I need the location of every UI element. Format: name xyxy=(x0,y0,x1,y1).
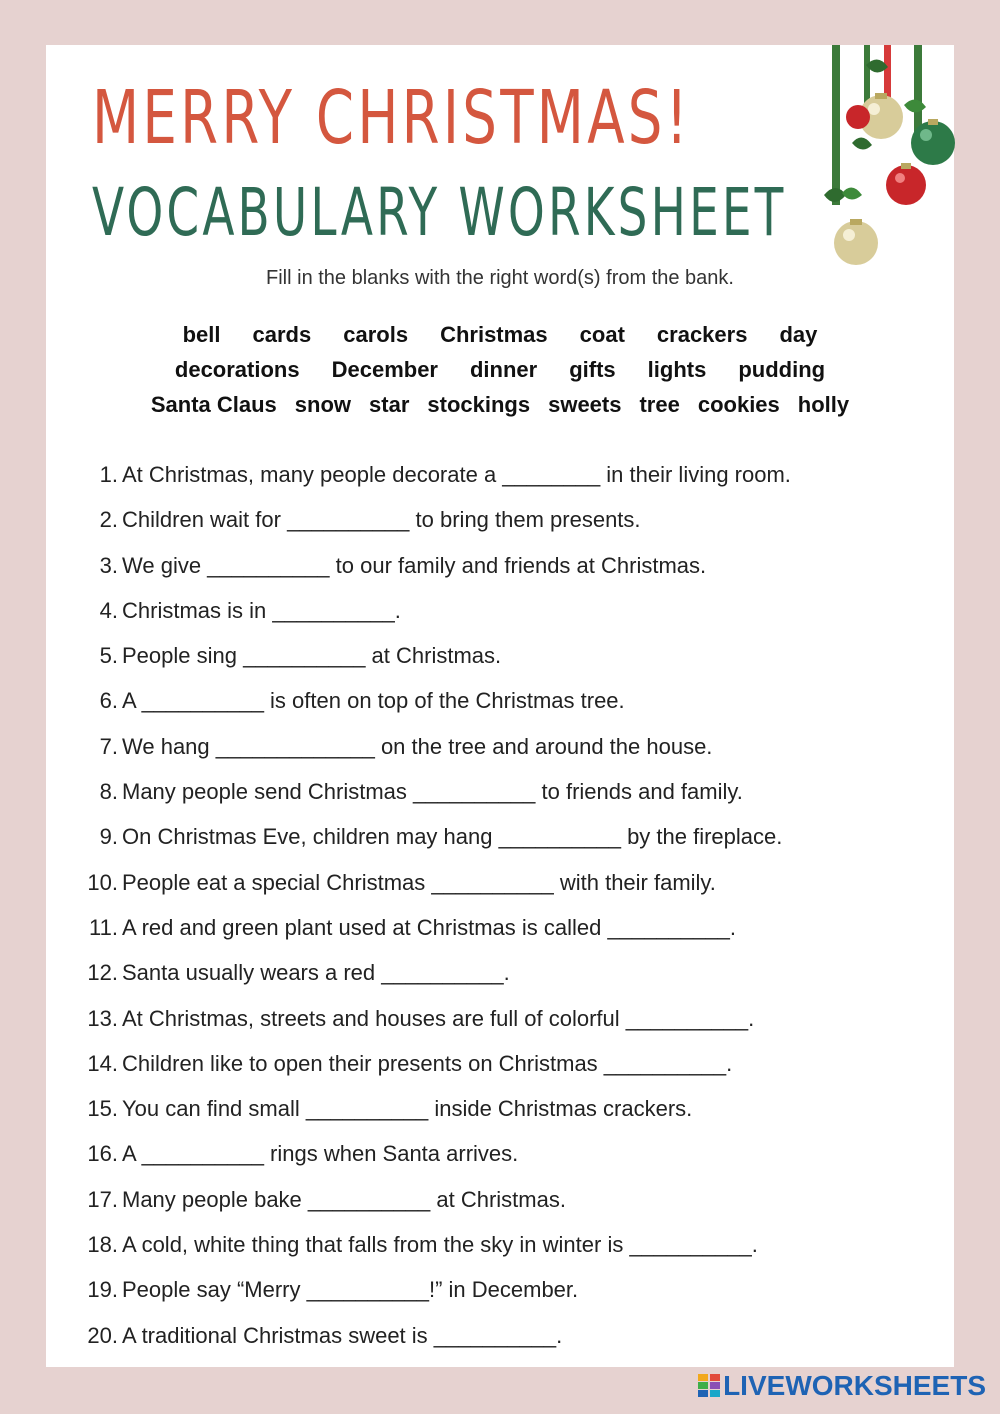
question-item xyxy=(76,950,946,995)
word-bank-item: decorations xyxy=(174,357,300,382)
christmas-ornaments-icon xyxy=(806,45,956,275)
word-bank-item: cookies xyxy=(697,392,780,417)
question-text: Children like to open their presents on Christmas __________. xyxy=(122,1050,733,1076)
question-text: Children wait for __________ to bring them presents. xyxy=(122,507,641,533)
question-text: Many people send Christmas __________ to friends and family. xyxy=(122,779,743,805)
word-bank xyxy=(46,317,954,422)
word-bank-item: tree xyxy=(639,392,680,417)
question-number: 7. xyxy=(99,733,118,759)
question-number: 15. xyxy=(87,1096,118,1122)
question-number: 11. xyxy=(89,914,118,940)
question-item xyxy=(76,497,946,542)
question-number: 12. xyxy=(87,960,118,986)
word-bank-item: December xyxy=(331,357,438,382)
question-text: People eat a special Christmas __________ with their family. xyxy=(122,869,716,895)
question-item xyxy=(76,905,946,950)
question-item xyxy=(76,1267,946,1312)
question-text: Santa usually wears a red __________. xyxy=(122,960,510,986)
liveworksheets-footer[interactable] xyxy=(697,1368,986,1404)
word-bank-item: carols xyxy=(343,322,409,347)
question-item xyxy=(76,633,946,678)
question-number: 4. xyxy=(99,597,118,623)
question-text: We give __________ to our family and friends at Christmas. xyxy=(122,552,707,578)
question-item xyxy=(76,588,946,633)
question-number: 17. xyxy=(87,1186,118,1212)
word-bank-item: cards xyxy=(252,322,312,347)
worksheet-page xyxy=(46,45,954,1367)
question-item xyxy=(76,678,946,723)
question-item xyxy=(76,452,946,497)
question-number: 19. xyxy=(87,1277,118,1303)
question-list xyxy=(76,452,946,1358)
question-item xyxy=(76,1313,946,1358)
question-number: 10. xyxy=(87,869,118,895)
word-bank-item: day xyxy=(779,322,818,347)
question-text: At Christmas, many people decorate a ________ in their living room. xyxy=(122,462,791,487)
word-bank-item: pudding xyxy=(738,357,826,382)
question-item xyxy=(76,1086,946,1131)
question-item xyxy=(76,724,946,769)
liveworksheets-logo-icon xyxy=(697,1372,721,1400)
word-bank-item: dinner xyxy=(469,357,538,382)
question-number: 9. xyxy=(99,824,118,850)
question-text: On Christmas Eve, children may hang __________ by the fireplace. xyxy=(122,824,783,850)
question-item xyxy=(76,860,946,905)
question-text: A __________ rings when Santa arrives. xyxy=(122,1141,519,1167)
word-bank-item: snow xyxy=(294,392,352,417)
page-title: MERRY CHRISTMAS! xyxy=(92,75,691,161)
question-item xyxy=(76,543,946,588)
footer-brand: LIVEWORKSHEETS xyxy=(723,1370,986,1401)
question-number: 3. xyxy=(99,552,118,578)
page-subtitle: VOCABULARY WORKSHEET xyxy=(92,174,787,251)
word-bank-row xyxy=(46,352,954,387)
question-text: A traditional Christmas sweet is __________. xyxy=(122,1322,563,1348)
instructions: Fill in the blanks with the right word(s) from the bank. xyxy=(266,267,734,289)
question-text: A cold, white thing that falls from the sky in winter is __________. xyxy=(122,1232,758,1258)
question-item xyxy=(76,1131,946,1176)
word-bank-row xyxy=(46,317,954,352)
question-number: 6. xyxy=(99,688,118,714)
question-text: You can find small __________ inside Christmas crackers. xyxy=(122,1096,693,1122)
question-text: Many people bake __________ at Christmas. xyxy=(122,1186,566,1212)
question-text: People say “Merry __________!” in December. xyxy=(122,1277,579,1303)
question-item xyxy=(76,1041,946,1086)
word-bank-item: bell xyxy=(182,322,221,347)
question-text: A __________ is often on top of the Christmas tree. xyxy=(122,688,625,714)
word-bank-item: sweets xyxy=(548,392,622,417)
word-bank-row xyxy=(46,387,954,422)
word-bank-item: lights xyxy=(647,357,707,382)
word-bank-item: gifts xyxy=(569,357,616,382)
question-item xyxy=(76,769,946,814)
question-number: 13. xyxy=(87,1005,118,1031)
word-bank-item: crackers xyxy=(656,322,748,347)
word-bank-item: coat xyxy=(579,322,625,347)
question-item xyxy=(76,814,946,859)
question-item xyxy=(76,996,946,1041)
question-number: 2. xyxy=(99,507,118,533)
question-number: 1. xyxy=(99,462,118,487)
question-text: A red and green plant used at Christmas is called __________. xyxy=(122,914,736,940)
question-number: 20. xyxy=(87,1322,118,1348)
question-number: 5. xyxy=(99,643,118,669)
question-number: 16. xyxy=(87,1141,118,1167)
question-number: 8. xyxy=(99,779,118,805)
question-number: 14. xyxy=(87,1050,118,1076)
word-bank-item: Santa Claus xyxy=(150,392,277,417)
question-number: 18. xyxy=(87,1232,118,1258)
question-item xyxy=(76,1177,946,1222)
question-item xyxy=(76,1222,946,1267)
question-text: Christmas is in __________. xyxy=(122,597,401,623)
word-bank-item: Christmas xyxy=(440,322,548,347)
question-text: At Christmas, streets and houses are full of colorful __________. xyxy=(122,1005,755,1031)
word-bank-item: holly xyxy=(797,392,850,417)
word-bank-item: star xyxy=(369,392,410,417)
question-text: We hang _____________ on the tree and around the house. xyxy=(122,733,713,759)
question-text: People sing __________ at Christmas. xyxy=(122,643,502,669)
word-bank-item: stockings xyxy=(427,392,531,417)
